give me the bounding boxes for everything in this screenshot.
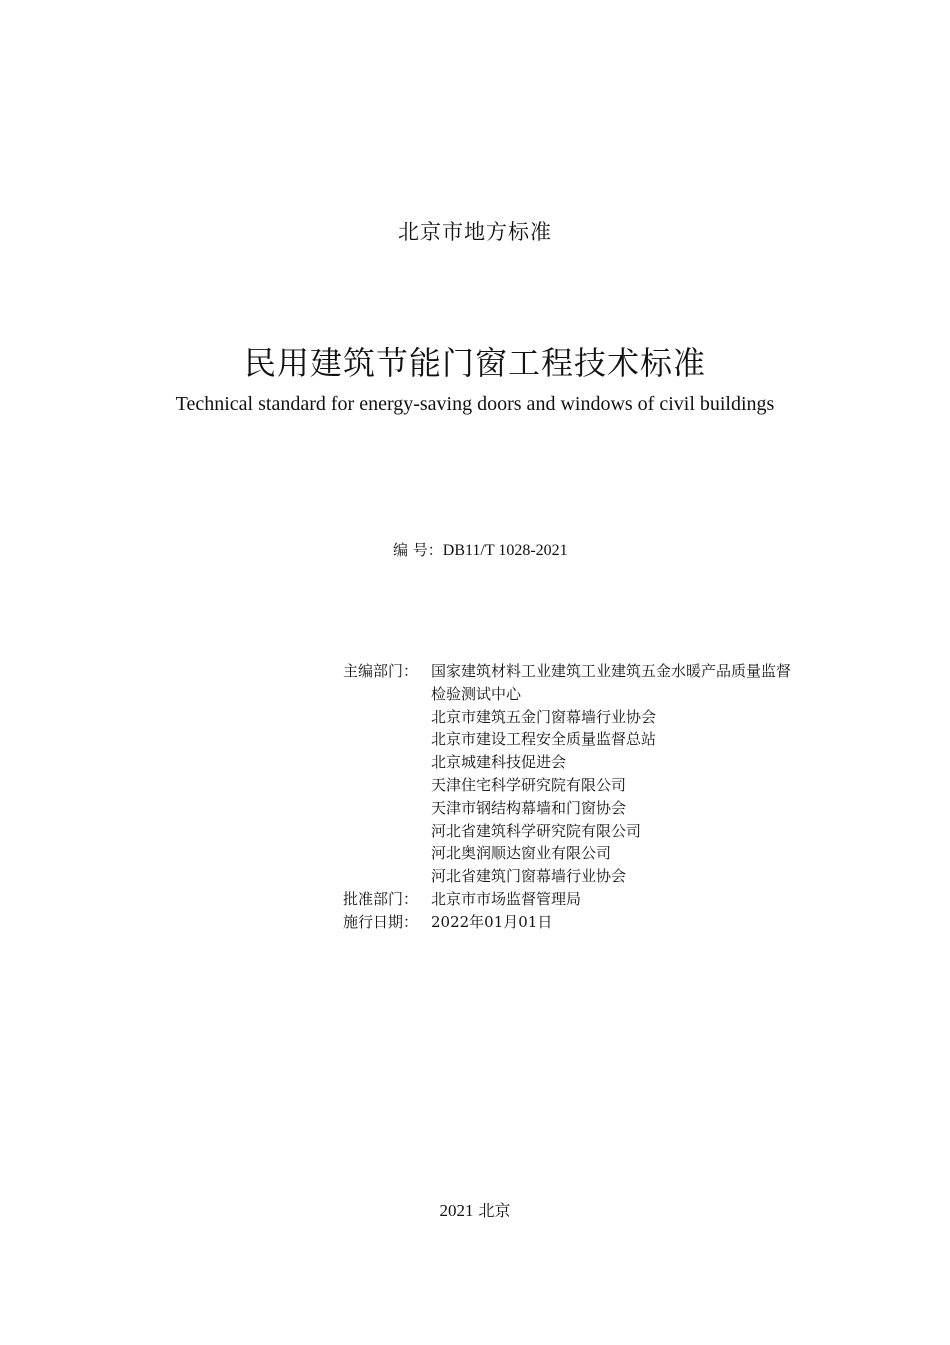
approval-value: 北京市市场监督管理局 bbox=[431, 889, 582, 908]
chief-editor-unit: 天津市钢结构幕墙和门窗协会 bbox=[431, 798, 627, 817]
chief-editor-unit: 国家建筑材料工业建筑工业建筑五金水暖产品质量监督 bbox=[431, 662, 792, 680]
approval-row bbox=[343, 888, 791, 911]
chief-editor-unit: 河北省建筑门窗幕墙行业协会 bbox=[431, 867, 627, 886]
chief-editor-unit: 北京市建筑五金门窗幕墙行业协会 bbox=[431, 707, 657, 726]
chief-editor-unit: 北京市建设工程安全质量监督总站 bbox=[431, 730, 657, 749]
chief-editor-units bbox=[431, 660, 791, 888]
effective-date-value: 2022年01月01日 bbox=[431, 912, 553, 931]
publication-info bbox=[343, 660, 791, 934]
chief-editor-unit: 河北奥润顺达窗业有限公司 bbox=[431, 844, 612, 863]
chief-editor-unit: 北京城建科技促进会 bbox=[431, 753, 567, 772]
standard-number bbox=[393, 539, 568, 560]
chief-editor-unit: 检验测试中心 bbox=[431, 684, 522, 703]
document-title-zh: 民用建筑节能门窗工程技术标准 bbox=[243, 344, 706, 382]
chief-editor-row bbox=[343, 660, 791, 888]
effective-date-label: 施行日期： bbox=[343, 912, 419, 931]
approval-label: 批准部门： bbox=[343, 889, 419, 908]
chief-editor-unit: 河北省建筑科学研究院有限公司 bbox=[431, 821, 642, 840]
footer-city: 北京 bbox=[478, 1201, 511, 1220]
publication-footer bbox=[0, 1198, 950, 1221]
chief-editor-label: 主编部门： bbox=[343, 662, 419, 680]
standard-number-label: 编 号： bbox=[393, 541, 443, 559]
chief-editor-unit: 天津住宅科学研究院有限公司 bbox=[431, 775, 627, 794]
effective-date-row bbox=[343, 911, 791, 934]
standard-series: 北京市地方标准 bbox=[398, 220, 552, 244]
document-title-en: Technical standard for energy-saving doors and windows of civil buildings bbox=[175, 393, 775, 415]
standard-number-value: DB11/T 1028-2021 bbox=[442, 542, 568, 559]
footer-year: 2021 bbox=[439, 1201, 474, 1220]
